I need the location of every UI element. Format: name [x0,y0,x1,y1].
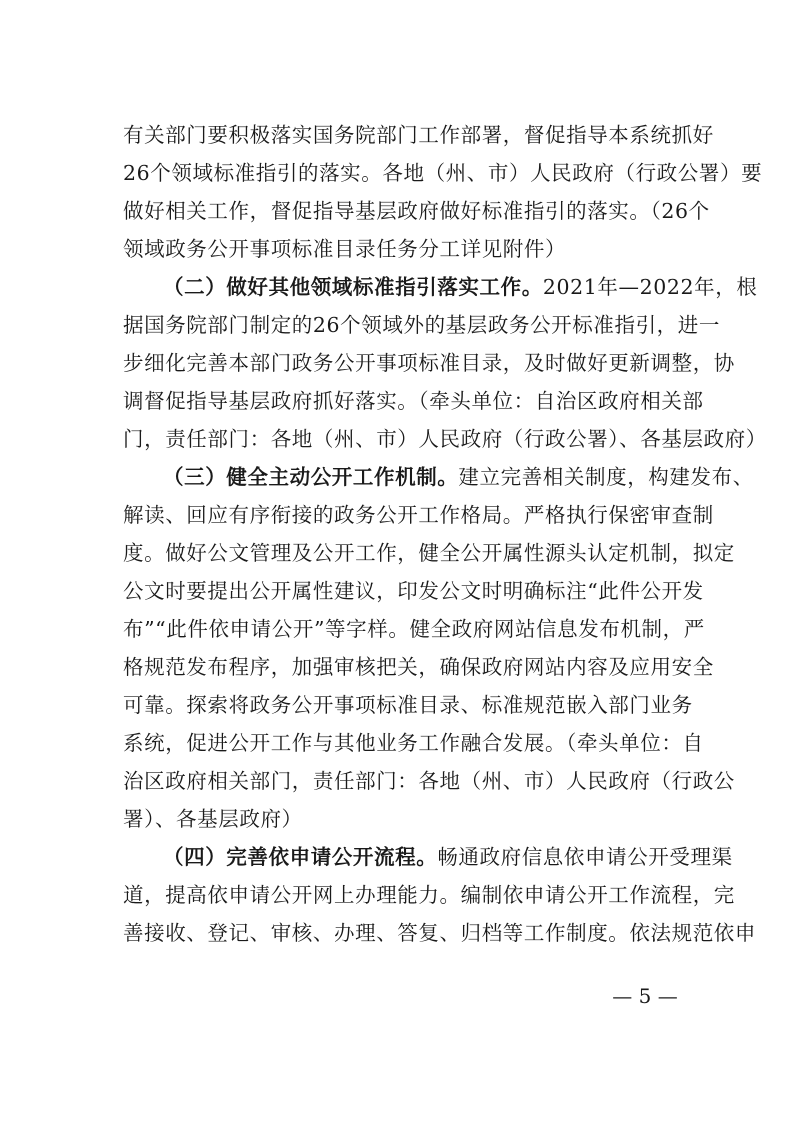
section-2-text: 2021年—2022年，根 [542,275,758,299]
paragraph-line: 领域政务公开事项标准目录任务分工详见附件） [123,237,567,261]
section-4-first-line [163,839,733,875]
section-4-text: 畅通政府信息依申请公开受理渠 [437,845,733,869]
section-4-heading: （四）完善依申请公开流程。 [163,845,438,869]
section-3-first-line [163,459,754,495]
paragraph-line: 系统，促进公开工作与其他业务工作融合发展。（牵头单位：自 [123,731,704,755]
paragraph-line: 善接收、登记、审核、办理、答复、归档等工作制度。依法规范依申 [123,921,756,945]
paragraph-line: 道，提高依申请公开网上办理能力。编制依申请公开工作流程，完 [123,883,735,907]
paragraph-line: 治区政府相关部门，责任部门：各地（州、市）人民政府（行政公 [123,769,735,793]
section-2-first-line [163,269,758,305]
paragraph-line: 据国务院部门制定的26个领域外的基层政务公开标准指引，进一 [123,313,720,337]
paragraph-line: 门，责任部门：各地（州、市）人民政府（行政公署）、各基层政府） [123,427,767,451]
section-3-heading: （三）健全主动公开工作机制。 [163,465,459,489]
paragraph-line: 署）、各基层政府） [123,807,303,831]
paragraph-line: 度。做好公文管理及公开工作，健全公开属性源头认定机制，拟定 [123,541,735,565]
paragraph-line: 格规范发布程序，加强审核把关，确保政府网站内容及应用安全 [123,655,714,679]
paragraph-line: 做好相关工作，督促指导基层政府做好标准指引的落实。（26个 [123,199,710,223]
page-number: — 5 — [612,984,678,1008]
section-3-text: 建立完善相关制度，构建发布、 [458,465,754,489]
paragraph-line: 有关部门要积极落实国务院部门工作部署，督促指导本系统抓好 [123,123,714,147]
paragraph-line: 公文时要提出公开属性建议，印发公文时明确标注“此件公开发 [123,579,704,603]
paragraph-line: 布”“此件依申请公开”等字样。健全政府网站信息发布机制，严 [123,617,705,641]
paragraph-line: 可靠。探索将政务公开事项标准目录、标准规范嵌入部门业务 [123,693,693,717]
section-2-heading: （二）做好其他领域标准指引落实工作。 [163,275,543,299]
paragraph-line: 解读、回应有序衔接的政务公开工作格局。严格执行保密审查制 [123,503,714,527]
paragraph-line: 步细化完善本部门政务公开事项标准目录，及时做好更新调整，协 [123,351,735,375]
paragraph-line: 26个领域标准指引的落实。各地（州、市）人民政府（行政公署）要 [123,161,763,185]
paragraph-line: 调督促指导基层政府抓好落实。（牵头单位：自治区政府相关部 [123,389,704,413]
